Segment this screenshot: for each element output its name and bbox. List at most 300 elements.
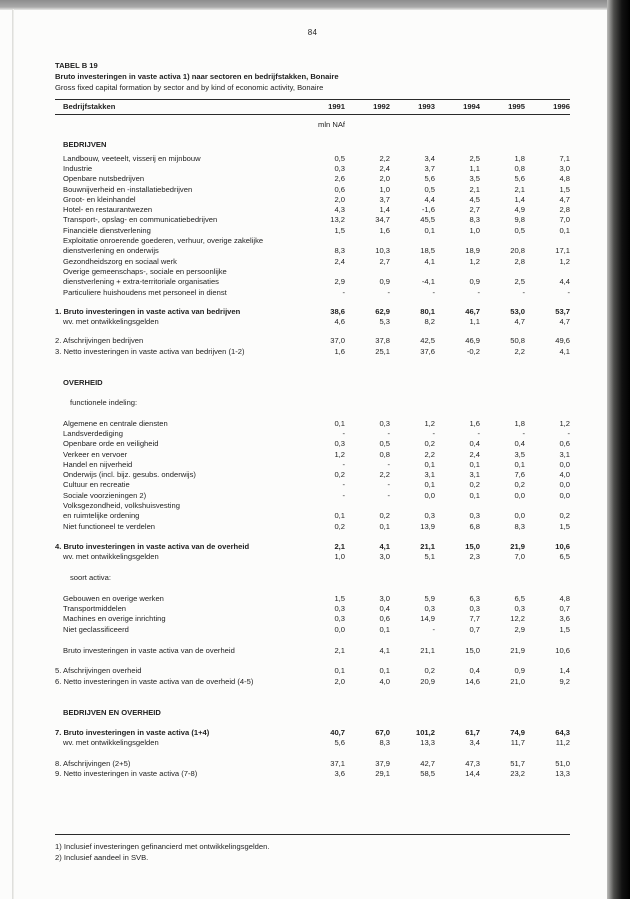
- cell-value: 62,9: [375, 306, 390, 316]
- row-label: Onderwijs (incl. bijz. gesubs. onderwijs): [63, 470, 196, 480]
- cell-value: 2,9: [334, 277, 345, 287]
- cell-value: 7,1: [559, 153, 570, 163]
- cell-value: 51,7: [510, 758, 525, 768]
- cell-value: 46,9: [465, 336, 480, 346]
- cell-value: 1,2: [559, 418, 570, 428]
- cell-value: 0,6: [559, 439, 570, 449]
- cell-value: 5,6: [334, 738, 345, 748]
- cell-value: 8,3: [469, 215, 480, 225]
- scan-edge-right: [607, 0, 630, 899]
- cell-value: 15,0: [465, 541, 480, 551]
- table-row: [55, 646, 570, 656]
- cell-value: 42,7: [420, 758, 435, 768]
- cell-value: 74,9: [510, 728, 525, 738]
- row-label: 9. Netto investeringen in vaste activa (7-8): [55, 769, 198, 779]
- cell-value: 2,4: [379, 163, 390, 173]
- row-label: wv. met ontwikkelingsgelden: [63, 738, 159, 748]
- cell-value: -: [387, 480, 390, 490]
- row-label: BEDRIJVEN: [63, 140, 107, 150]
- row-label: Sociale voorzieningen 2): [63, 490, 147, 500]
- table-row: [55, 769, 570, 779]
- unit-row: [55, 120, 570, 130]
- table-row: [55, 154, 570, 164]
- row-label: OVERHEID: [63, 378, 103, 388]
- table-row: [55, 594, 570, 604]
- table-row: [55, 604, 570, 614]
- cell-value: 4,8: [559, 174, 570, 184]
- cell-value: 0,2: [334, 521, 345, 531]
- cell-value: 2,3: [469, 552, 480, 562]
- table-row: [55, 738, 570, 748]
- cell-value: 20,9: [420, 676, 435, 686]
- row-label: 3. Netto investeringen in vaste activa van bedrijven (1-2): [55, 346, 245, 356]
- cell-value: 0,1: [559, 225, 570, 235]
- row-label: Particuliere huishoudens met personeel in dienst: [63, 287, 227, 297]
- table-row: [55, 215, 570, 225]
- cell-value: 13,2: [330, 215, 345, 225]
- row-label: 8. Afschrijvingen (2+5): [55, 758, 131, 768]
- table-row: [55, 429, 570, 439]
- cell-value: 0,1: [469, 459, 480, 469]
- row-label: Financiële dienstverlening: [63, 225, 151, 235]
- cell-value: -: [477, 428, 480, 438]
- cell-value: 4,7: [559, 194, 570, 204]
- cell-value: 3,6: [334, 769, 345, 779]
- cell-value: 47,3: [465, 758, 480, 768]
- column-header-year-1991: 1991: [328, 102, 345, 112]
- cell-value: 13,3: [420, 738, 435, 748]
- cell-value: -: [342, 428, 345, 438]
- cell-value: -: [387, 287, 390, 297]
- cell-value: 0,3: [424, 604, 435, 614]
- cell-value: 21,1: [420, 645, 435, 655]
- cell-value: 3,4: [469, 738, 480, 748]
- cell-value: 6,8: [469, 521, 480, 531]
- table-row: [55, 666, 570, 676]
- cell-value: 4,4: [424, 194, 435, 204]
- cell-value: 7,0: [514, 552, 525, 562]
- row-label: wv. met ontwikkelingsgelden: [63, 317, 159, 327]
- cell-value: 2,9: [514, 624, 525, 634]
- cell-value: 42,5: [420, 336, 435, 346]
- cell-value: 8,3: [514, 521, 525, 531]
- table-row: [55, 336, 570, 346]
- table-body: [55, 140, 570, 779]
- table-row: [55, 460, 570, 470]
- cell-value: 9,8: [514, 215, 525, 225]
- cell-value: 37,1: [330, 758, 345, 768]
- cell-value: 1,8: [514, 153, 525, 163]
- table-row: [55, 625, 570, 635]
- cell-value: 1,2: [469, 256, 480, 266]
- cell-value: 20,8: [510, 246, 525, 256]
- footnotes: [55, 842, 570, 863]
- unit-label: mln NAf: [318, 120, 346, 130]
- page-content: [55, 0, 570, 863]
- cell-value: 0,1: [424, 225, 435, 235]
- cell-value: 0,3: [379, 418, 390, 428]
- cell-value: 3,0: [379, 552, 390, 562]
- cell-value: 18,9: [465, 246, 480, 256]
- cell-value: 61,7: [465, 728, 480, 738]
- cell-value: 10,6: [555, 541, 570, 551]
- row-label: Gezondheidszorg en sociaal werk: [63, 256, 177, 266]
- table-row: [55, 480, 570, 490]
- cell-value: 1,5: [559, 624, 570, 634]
- cell-value: 3,5: [469, 174, 480, 184]
- column-header-year-1992: 1992: [373, 102, 390, 112]
- cell-value: 0,0: [514, 511, 525, 521]
- table-titles: [55, 61, 570, 93]
- table-row: [55, 185, 570, 195]
- row-label: Hotel- en restaurantwezen: [63, 205, 153, 215]
- cell-value: 6,3: [469, 593, 480, 603]
- cell-value: 2,0: [334, 676, 345, 686]
- table-title-english: Gross fixed capital formation by sector and by kind of economic activity, Bonaire: [55, 82, 324, 92]
- cell-value: 5,9: [424, 593, 435, 603]
- cell-value: 3,1: [424, 470, 435, 480]
- cell-value: 34,7: [375, 215, 390, 225]
- cell-value: 18,5: [420, 246, 435, 256]
- cell-value: 1,4: [379, 205, 390, 215]
- subhead-row: [55, 398, 570, 408]
- cell-value: 5,6: [514, 174, 525, 184]
- table-row: [55, 257, 570, 267]
- table-row: [55, 288, 570, 298]
- cell-value: 2,0: [379, 174, 390, 184]
- cell-value: 2,1: [469, 184, 480, 194]
- cell-value: 0,0: [334, 624, 345, 634]
- row-label: Exploitatie onroerende goederen, verhuur, overige zakelijke dienstverlening en onderwijs: [63, 236, 264, 256]
- table-row: [55, 226, 570, 236]
- cell-value: -: [342, 459, 345, 469]
- cell-value: 2,5: [469, 153, 480, 163]
- table-header-row: [55, 100, 570, 115]
- cell-value: 0,1: [469, 490, 480, 500]
- cell-value: -: [387, 428, 390, 438]
- cell-value: 1,5: [334, 225, 345, 235]
- row-label: Bouwnijverheid en -installatiebedrijven: [63, 184, 193, 194]
- cell-value: 0,2: [379, 511, 390, 521]
- cell-value: 2,4: [334, 256, 345, 266]
- cell-value: 0,1: [424, 459, 435, 469]
- cell-value: 0,0: [514, 490, 525, 500]
- cell-value: 21,9: [510, 645, 525, 655]
- row-label: 6. Netto investeringen in vaste activa van de overheid (4-5): [55, 676, 254, 686]
- cell-value: 3,7: [424, 163, 435, 173]
- cell-value: 4,4: [559, 277, 570, 287]
- row-label: 1. Bruto investeringen in vaste activa van bedrijven: [55, 306, 241, 316]
- row-label: functionele indeling:: [70, 398, 138, 408]
- table-row: [55, 267, 570, 288]
- row-label: Machines en overige inrichting: [63, 614, 166, 624]
- cell-value: 0,9: [469, 277, 480, 287]
- section-header-row: [55, 708, 570, 718]
- cell-value: 4,1: [424, 256, 435, 266]
- cell-value: 4,0: [559, 470, 570, 480]
- subhead-row: [55, 573, 570, 583]
- cell-value: 37,9: [375, 758, 390, 768]
- row-label: 2. Afschrijvingen bedrijven: [55, 336, 144, 346]
- cell-value: 4,0: [379, 676, 390, 686]
- row-label: Gebouwen en overige werken: [63, 593, 164, 603]
- row-label: Cultuur en recreatie: [63, 480, 130, 490]
- row-label: Volksgezondheid, volkshuisvesting en ruimtelijke ordening: [63, 501, 180, 521]
- cell-value: -: [342, 490, 345, 500]
- footnote-2: 2) Inclusief aandeel in SVB.: [55, 852, 149, 862]
- cell-value: 1,4: [559, 666, 570, 676]
- cell-value: 7,0: [559, 215, 570, 225]
- cell-value: 25,1: [375, 346, 390, 356]
- cell-value: 11,2: [555, 738, 570, 748]
- row-label: Openbare orde en veiligheid: [63, 439, 159, 449]
- cell-value: 2,1: [514, 184, 525, 194]
- cell-value: 14,9: [420, 614, 435, 624]
- row-spacer: [55, 562, 570, 573]
- cell-value: 4,7: [559, 317, 570, 327]
- cell-value: 2,1: [334, 541, 345, 551]
- table-row: [55, 195, 570, 205]
- cell-value: 12,2: [510, 614, 525, 624]
- cell-value: 1,4: [514, 194, 525, 204]
- cell-value: 4,8: [559, 593, 570, 603]
- row-spacer: [55, 635, 570, 646]
- cell-value: -: [432, 428, 435, 438]
- cell-value: -: [522, 428, 525, 438]
- cell-value: -: [522, 287, 525, 297]
- column-header-year-1995: 1995: [508, 102, 525, 112]
- column-header-year-1993: 1993: [418, 102, 435, 112]
- cell-value: 6,5: [559, 552, 570, 562]
- cell-value: 1,8: [514, 418, 525, 428]
- cell-value: 0,5: [424, 184, 435, 194]
- cell-value: 17,1: [555, 246, 570, 256]
- cell-value: 3,5: [514, 449, 525, 459]
- row-label: Landsverdediging: [63, 428, 123, 438]
- cell-value: 2,8: [514, 256, 525, 266]
- cell-value: 21,0: [510, 676, 525, 686]
- column-header-year-1994: 1994: [463, 102, 480, 112]
- cell-value: 2,5: [514, 277, 525, 287]
- cell-value: 2,2: [379, 153, 390, 163]
- cell-value: 0,1: [334, 418, 345, 428]
- cell-value: 2,2: [424, 449, 435, 459]
- cell-value: 0,4: [469, 666, 480, 676]
- table-row: [55, 205, 570, 215]
- table-row: [55, 614, 570, 624]
- cell-value: 0,6: [379, 614, 390, 624]
- cell-value: 0,1: [334, 666, 345, 676]
- cell-value: 21,1: [420, 541, 435, 551]
- cell-value: 38,6: [330, 306, 345, 316]
- cell-value: 0,3: [334, 604, 345, 614]
- cell-value: 4,6: [334, 317, 345, 327]
- row-spacer: [55, 409, 570, 419]
- table-row: [55, 347, 570, 357]
- cell-value: 1,2: [334, 449, 345, 459]
- row-label: Niet functioneel te verdelen: [63, 521, 156, 531]
- row-spacer: [55, 749, 570, 759]
- cell-value: -: [477, 287, 480, 297]
- cell-value: 2,2: [514, 346, 525, 356]
- cell-value: 2,0: [334, 194, 345, 204]
- cell-value: 0,0: [559, 480, 570, 490]
- cell-value: 45,5: [420, 215, 435, 225]
- cell-value: 4,1: [379, 541, 390, 551]
- footnote-1: 1) Inclusief investeringen gefinancierd met ontwikkelingsgelden.: [55, 842, 270, 852]
- cell-value: 64,3: [555, 728, 570, 738]
- cell-value: 6,5: [514, 593, 525, 603]
- cell-value: 4,5: [469, 194, 480, 204]
- cell-value: 5,6: [424, 174, 435, 184]
- table-row: [55, 522, 570, 532]
- cell-value: 51,0: [555, 758, 570, 768]
- cell-value: 0,2: [424, 666, 435, 676]
- row-spacer: [55, 327, 570, 336]
- row-label: Niet geclassificeerd: [63, 624, 129, 634]
- table-row: [55, 450, 570, 460]
- cell-value: 0,7: [469, 624, 480, 634]
- cell-value: 53,0: [510, 306, 525, 316]
- cell-value: 8,2: [424, 317, 435, 327]
- row-label: Bruto investeringen in vaste activa van de overheid: [63, 645, 235, 655]
- table-row: [55, 439, 570, 449]
- table-tag: TABEL B 19: [55, 61, 98, 70]
- cell-value: 0,1: [379, 666, 390, 676]
- cell-value: 37,6: [420, 346, 435, 356]
- cell-value: 0,4: [379, 604, 390, 614]
- cell-value: 58,5: [420, 769, 435, 779]
- cell-value: 2,2: [379, 470, 390, 480]
- cell-value: 46,7: [465, 306, 480, 316]
- cell-value: 2,4: [469, 449, 480, 459]
- cell-value: 37,0: [330, 336, 345, 346]
- cell-value: 0,2: [334, 470, 345, 480]
- row-spacer: [55, 584, 570, 594]
- cell-value: 4,7: [514, 317, 525, 327]
- cell-value: -: [567, 428, 570, 438]
- cell-value: 8,3: [379, 738, 390, 748]
- row-label: 7. Bruto investeringen in vaste activa (1+4): [55, 728, 210, 738]
- cell-value: 0,3: [334, 439, 345, 449]
- cell-value: 0,0: [424, 490, 435, 500]
- row-label: soort activa:: [70, 573, 111, 583]
- table-row: [55, 236, 570, 257]
- cell-value: 14,4: [465, 769, 480, 779]
- cell-value: 1,2: [424, 418, 435, 428]
- cell-value: 3,1: [469, 470, 480, 480]
- cell-value: 3,0: [559, 163, 570, 173]
- row-label: Transportmiddelen: [63, 604, 127, 614]
- cell-value: 40,7: [330, 728, 345, 738]
- table-title-dutch: Bruto investeringen in vaste activa 1) naar sectoren en bedrijfstakken, Bonaire: [55, 71, 339, 81]
- row-spacer: [55, 687, 570, 708]
- table-row: [55, 470, 570, 480]
- table-row: [55, 317, 570, 327]
- cell-value: 1,1: [469, 317, 480, 327]
- cell-value: 0,2: [424, 439, 435, 449]
- row-spacer: [55, 357, 570, 378]
- cell-value: 49,6: [555, 336, 570, 346]
- cell-value: 2,7: [379, 256, 390, 266]
- cell-value: 29,1: [375, 769, 390, 779]
- cell-value: 0,5: [379, 439, 390, 449]
- cell-value: -: [432, 287, 435, 297]
- table-row: [55, 728, 570, 738]
- row-spacer: [55, 298, 570, 307]
- table-row: [55, 552, 570, 562]
- cell-value: 0,9: [514, 666, 525, 676]
- cell-value: 0,3: [469, 511, 480, 521]
- cell-value: 5,1: [424, 552, 435, 562]
- table-row: [55, 174, 570, 184]
- cell-value: -1,6: [421, 205, 435, 215]
- cell-value: 1,5: [559, 184, 570, 194]
- cell-value: 0,0: [559, 490, 570, 500]
- cell-value: 10,6: [555, 645, 570, 655]
- cell-value: 0,5: [514, 225, 525, 235]
- table-row: [55, 677, 570, 687]
- cell-value: 3,4: [424, 153, 435, 163]
- table-row: [55, 501, 570, 522]
- cell-value: 2,8: [559, 205, 570, 215]
- cell-value: 3,6: [559, 614, 570, 624]
- cell-value: 1,1: [469, 163, 480, 173]
- section-header-row: [55, 378, 570, 388]
- row-label: 4. Bruto investeringen in vaste activa van de overheid: [55, 541, 250, 551]
- cell-value: 0,4: [469, 439, 480, 449]
- cell-value: 21,9: [510, 541, 525, 551]
- cell-value: 50,8: [510, 336, 525, 346]
- cell-value: 37,8: [375, 336, 390, 346]
- cell-value: 13,9: [420, 521, 435, 531]
- row-label: Verkeer en vervoer: [63, 449, 128, 459]
- cell-value: -: [387, 490, 390, 500]
- cell-value: 5,3: [379, 317, 390, 327]
- table-row: [55, 419, 570, 429]
- cell-value: 0,1: [334, 511, 345, 521]
- row-label: BEDRIJVEN EN OVERHEID: [63, 707, 161, 717]
- cell-value: 0,2: [514, 480, 525, 490]
- scan-edge-left: [12, 9, 14, 899]
- table-row: [55, 542, 570, 552]
- row-label: Algemene en centrale diensten: [63, 418, 168, 428]
- cell-value: 4,1: [559, 346, 570, 356]
- cell-value: 23,2: [510, 769, 525, 779]
- cell-value: 53,7: [555, 306, 570, 316]
- cell-value: 0,8: [514, 163, 525, 173]
- cell-value: 0,6: [334, 184, 345, 194]
- cell-value: 0,2: [469, 480, 480, 490]
- cell-value: 1,6: [469, 418, 480, 428]
- cell-value: -: [432, 624, 435, 634]
- table-row: [55, 307, 570, 317]
- cell-value: 3,1: [559, 449, 570, 459]
- cell-value: 2,1: [334, 645, 345, 655]
- table-row: [55, 164, 570, 174]
- cell-value: 0,1: [424, 480, 435, 490]
- table-row: [55, 491, 570, 501]
- cell-value: -0,2: [466, 346, 480, 356]
- cell-value: 7,6: [514, 470, 525, 480]
- cell-value: 0,5: [334, 153, 345, 163]
- cell-value: 3,0: [379, 593, 390, 603]
- cell-value: 0,8: [379, 449, 390, 459]
- row-spacer: [55, 656, 570, 666]
- cell-value: 0,1: [514, 459, 525, 469]
- row-label: Handel en nijverheid: [63, 459, 133, 469]
- cell-value: 0,3: [424, 511, 435, 521]
